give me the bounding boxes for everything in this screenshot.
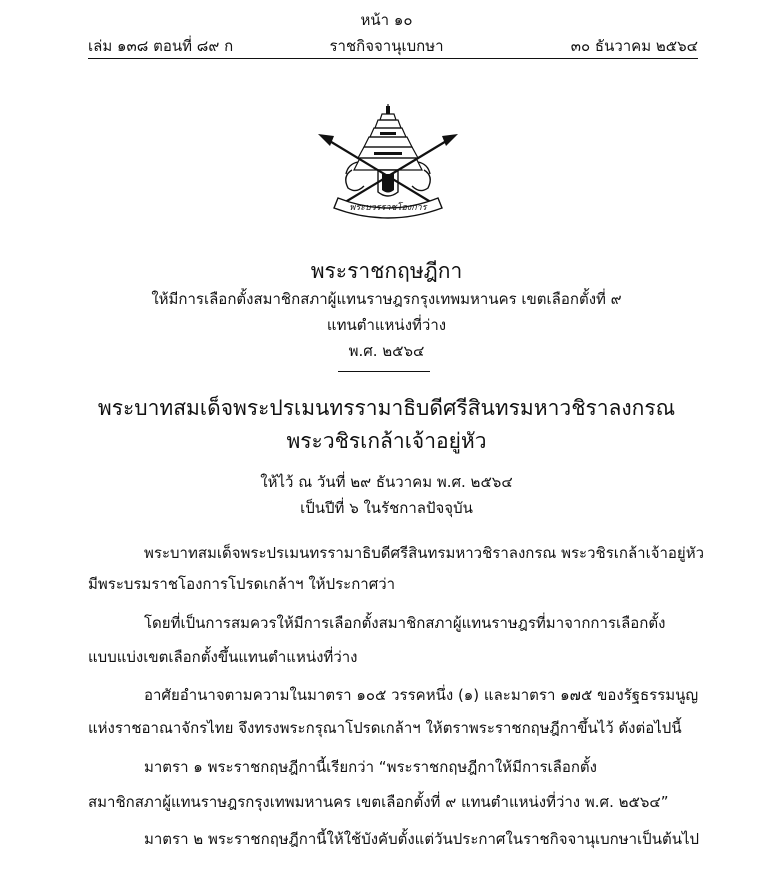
header-rule	[88, 58, 698, 59]
gazette-volume: เล่ม ๑๓๘ ตอนที่ ๘๙ ก	[88, 37, 234, 55]
body-paragraph-1-line2: มีพระบรมราชโองการโปรดเกล้าฯ ให้ประกาศว่า	[88, 575, 396, 593]
emblem-ribbon-text: พระบวรราชโองการ	[349, 203, 427, 213]
royal-emblem	[308, 100, 468, 220]
decree-title: พระราชกฤษฎีกา	[310, 259, 463, 283]
body-paragraph-2-line1: โดยที่เป็นการสมควรให้มีการเลือกตั้งสมาชิกสภาผู้แทนราษฎรที่มาจากการเลือกตั้ง	[144, 614, 666, 632]
body-paragraph-3-line2: แห่งราชอาณาจักรไทย จึงทรงพระกรุณาโปรดเกล้าฯ ให้ตราพระราชกฤษฎีกาขึ้นไว้ ดังต่อไปนี้	[88, 719, 682, 737]
king-title-line1: พระบาทสมเด็จพระปรเมนทรรามาธิบดีศรีสินทรมหาวชิราลงกรณ	[97, 396, 676, 420]
body-paragraph-3-line1: อาศัยอำนาจตามความในมาตรา ๑๐๕ วรรคหนึ่ง (๑) และมาตรา ๑๗๕ ของรัฐธรรมนูญ	[144, 686, 699, 704]
page-number: หน้า ๑๐	[360, 11, 413, 29]
gazette-date: ๓๐ ธันวาคม ๒๕๖๔	[570, 37, 698, 55]
given-date: ให้ไว้ ณ วันที่ ๒๙ ธันวาคม พ.ศ. ๒๕๖๔	[260, 473, 513, 491]
decree-subtitle-line1: ให้มีการเลือกตั้งสมาชิกสภาผู้แทนราษฎรกรุงเทพมหานคร เขตเลือกตั้งที่ ๙	[151, 290, 622, 308]
section-1-line2: สมาชิกสภาผู้แทนราษฎรกรุงเทพมหานคร เขตเลือกตั้งที่ ๙ แทนตำแหน่งที่ว่าง พ.ศ. ๒๕๖๔”	[88, 793, 669, 811]
reign-year: เป็นปีที่ ๖ ในรัชกาลปัจจุบัน	[300, 499, 473, 517]
title-underline	[338, 371, 430, 372]
section-2-line1: มาตรา ๒ พระราชกฤษฎีกานี้ให้ใช้บังคับตั้งแต่วันประกาศในราชกิจจานุเบกษาเป็นต้นไป	[144, 830, 700, 848]
body-paragraph-1-line1: พระบาทสมเด็จพระปรเมนทรรามาธิบดีศรีสินทรมหาวชิราลงกรณ พระวชิรเกล้าเจ้าอยู่หัว	[144, 544, 705, 562]
gazette-name: ราชกิจจานุเบกษา	[329, 37, 444, 55]
king-title-line2: พระวชิรเกล้าเจ้าอยู่หัว	[286, 429, 487, 453]
body-paragraph-2-line2: แบบแบ่งเขตเลือกตั้งขึ้นแทนตำแหน่งที่ว่าง	[88, 648, 358, 666]
section-1-line1: มาตรา ๑ พระราชกฤษฎีกานี้เรียกว่า “พระราชกฤษฎีกาให้มีการเลือกตั้ง	[144, 758, 597, 776]
decree-subtitle-line2: แทนตำแหน่งที่ว่าง	[326, 316, 447, 334]
decree-year: พ.ศ. ๒๕๖๔	[348, 342, 425, 360]
